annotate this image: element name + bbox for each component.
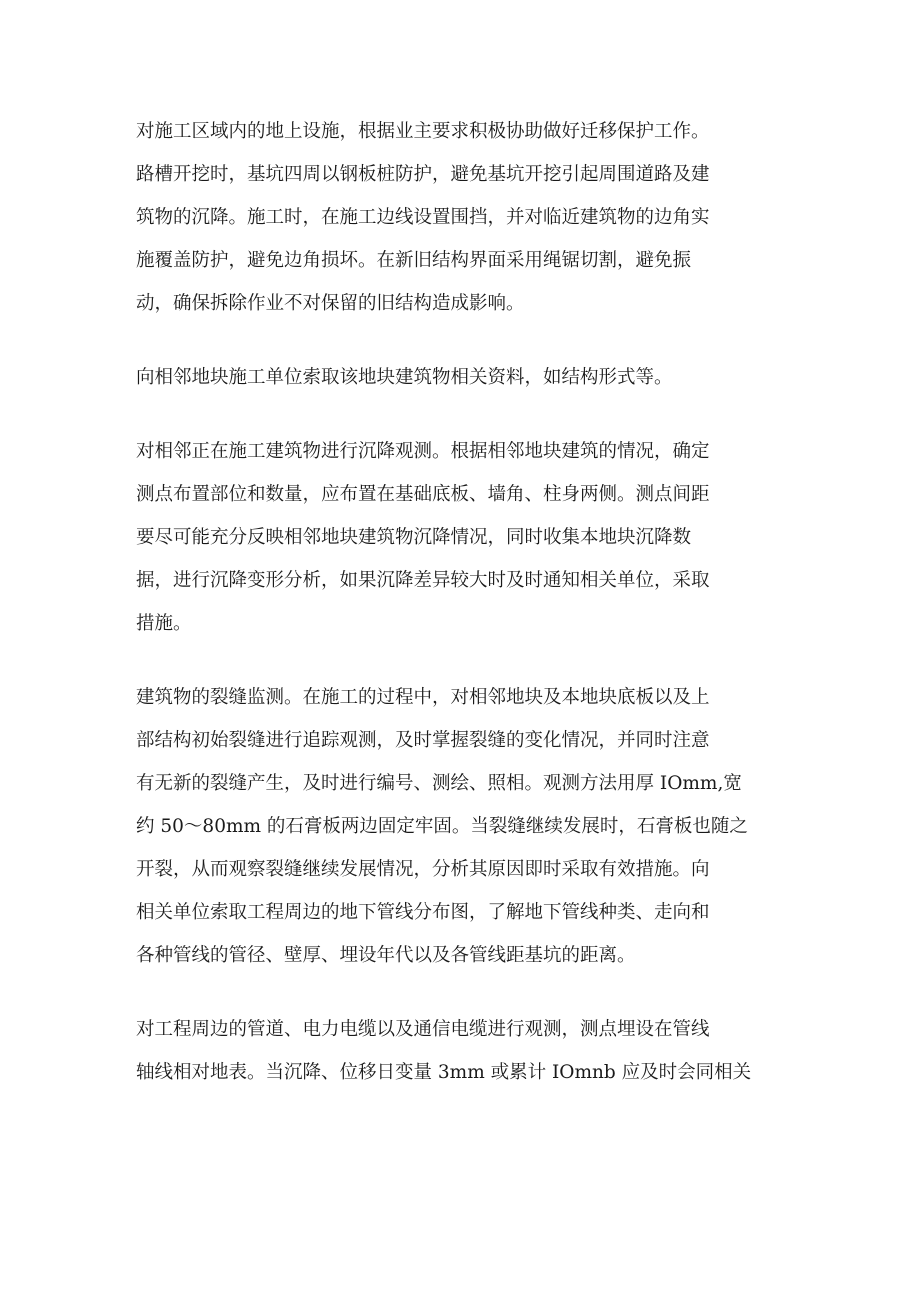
text-line: 对相邻正在施工建筑物进行沉降观测。根据相邻地块建筑的情况，确定 [136,441,710,462]
text-line: 相关单位索取工程周边的地下管线分布图，了解地下管线种类、走向和 [136,902,710,923]
text-line: 建筑物的裂缝监测。在施工的过程中，对相邻地块及本地块底板以及上 [136,687,710,708]
text-line: 轴线相对地表。当沉降、位移日变量 3mm 或累计 IOmnb 应及时会同相关 [136,1062,752,1083]
text-line: 约 50～80mm 的石膏板两边固定牢固。当裂缝继续发展时，石膏板也随之 [136,816,748,837]
paragraph-settlement-observation [136,430,786,645]
text-line: 开裂，从而观察裂缝继续发展情况，分析其原因即时采取有效措施。向 [136,859,710,880]
paragraph-relocation [136,110,786,325]
text-line: 动，确保拆除作业不对保留的旧结构造成影响。 [136,293,525,314]
text-line: 有无新的裂缝产生，及时进行编号、测绘、照相。观测方法用厚 IOmm,宽 [136,773,742,794]
text-line: 要尽可能充分反映相邻地块建筑物沉降情况，同时收集本地块沉降数 [136,527,692,548]
document-page [136,110,786,1125]
text-line: 对工程周边的管道、电力电缆以及通信电缆进行观测，测点埋设在管线 [136,1019,710,1040]
text-line: 路槽开挖时，基坑四周以钢板桩防护，避免基坑开挖引起周围道路及建 [136,164,710,185]
paragraph-pipeline-observation [136,1008,786,1094]
text-line: 测点布置部位和数量，应布置在基础底板、墙角、柱身两侧。测点间距 [136,484,710,505]
text-line: 据，进行沉降变形分析，如果沉降差异较大时及时通知相关单位，采取 [136,570,710,591]
paragraph-neighbor-data [136,356,786,399]
text-line: 措施。 [136,613,192,634]
text-line: 对施工区域内的地上设施，根据业主要求积极协助做好迁移保护工作。 [136,121,710,142]
text-line: 向相邻地块施工单位索取该地块建筑物相关资料，如结构形式等。 [136,367,673,388]
text-line: 各种管线的管径、壁厚、埋设年代以及各管线距基坑的距离。 [136,945,636,966]
text-line: 施覆盖防护，避免边角损坏。在新旧结构界面采用绳锯切割，避免振 [136,250,692,271]
text-line: 部结构初始裂缝进行追踪观测，及时掌握裂缝的变化情况，并同时注意 [136,730,710,751]
text-line: 筑物的沉降。施工时，在施工边线设置围挡，并对临近建筑物的边角实 [136,207,710,228]
paragraph-crack-monitoring [136,676,786,977]
